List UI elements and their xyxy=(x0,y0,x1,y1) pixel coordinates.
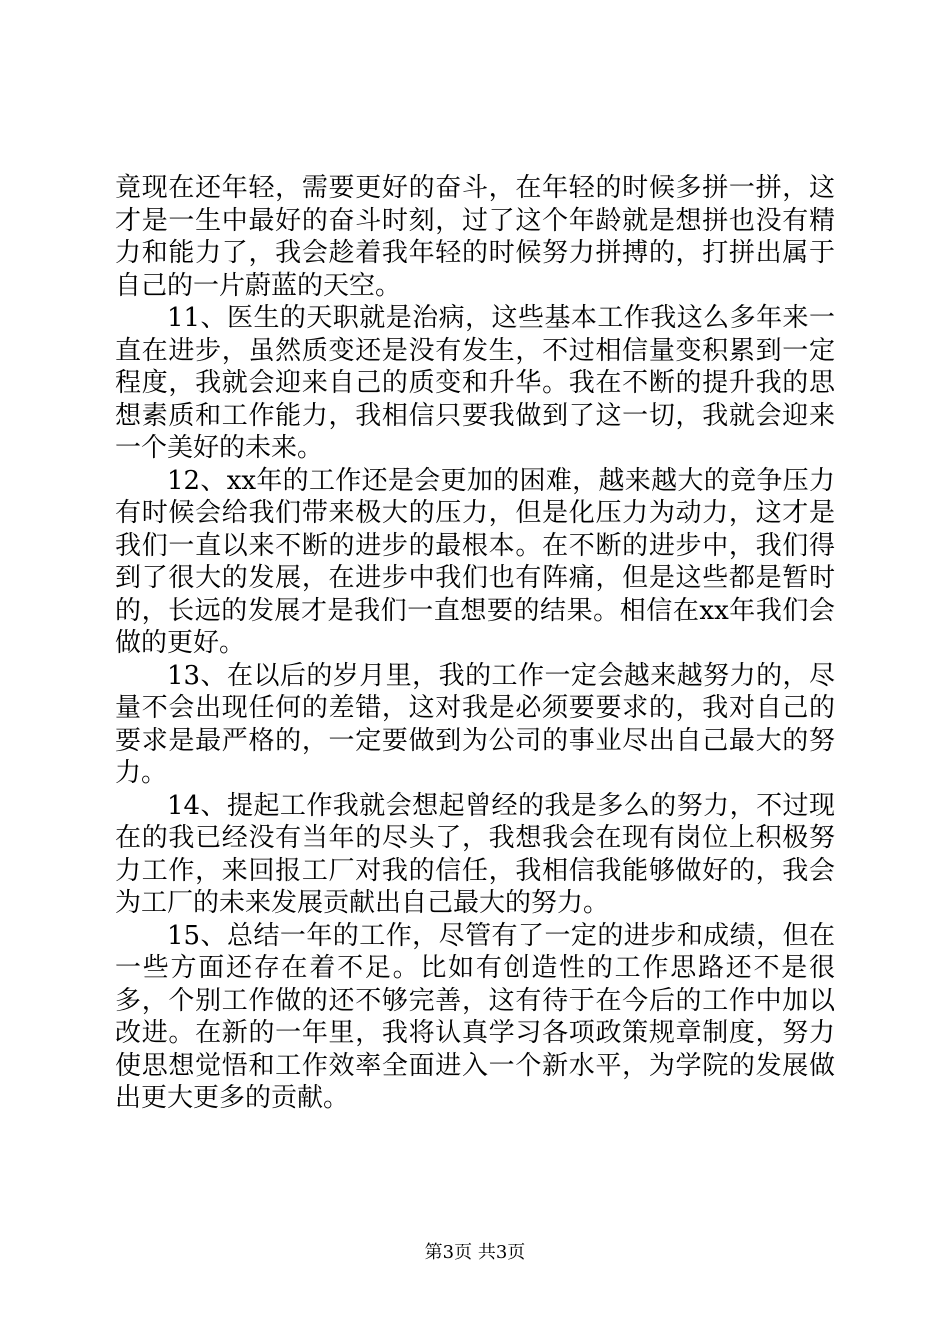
paragraph-continuation: 竟现在还年轻，需要更好的奋斗，在年轻的时候多拼一拼，这才是一生中最好的奋斗时刻，过了这个年龄就是想拼也没有精力和能力了，我会趁着我年轻的时候努力拼搏的，打拼出属于自己的一片蔚蓝的天空。 xyxy=(115,173,835,301)
document-body xyxy=(115,172,835,1115)
page-footer: 第3页 共3页 xyxy=(424,1242,526,1263)
paragraph-11: 11、医生的天职就是治病，这些基本工作我这么多年来一直在进步，虽然质变还是没有发生，不过相信量变积累到一定程度，我就会迎来自己的质变和升华。我在不断的提升我的思想素质和工作能力，我相信只要我做到了这一切，我就会迎来一个美好的未来。 xyxy=(115,303,835,463)
paragraph-15: 15、总结一年的工作，尽管有了一定的进步和成绩，但在一些方面还存在着不足。比如有创造性的工作思路还不是很多，个别工作做的还不够完善，这有待于在今后的工作中加以改进。在新的一年里，我将认真学习各项政策规章制度，努力使思想觉悟和工作效率全面进入一个新水平，为学院的发展做出更大更多的贡献。 xyxy=(115,920,835,1113)
paragraph-13: 13、在以后的岁月里，我的工作一定会越来越努力的，尽量不会出现任何的差错，这对我是必须要要求的，我对自己的要求是最严格的，一定要做到为公司的事业尽出自己最大的努力。 xyxy=(115,660,835,788)
paragraph-14: 14、提起工作我就会想起曾经的我是多么的努力，不过现在的我已经没有当年的尽头了，我想我会在现有岗位上积极努力工作，来回报工厂对我的信任，我相信我能够做好的，我会为工厂的未来发展贡献出自己最大的努力。 xyxy=(115,790,835,918)
paragraph-12: 12、xx年的工作还是会更加的困难，越来越大的竞争压力有时候会给我们带来极大的压力，但是化压力为动力，这才是我们一直以来不断的进步的最根本。在不断的进步中，我们得到了很大的发展，在进步中我们也有阵痛，但是这些都是暂时的，长远的发展才是我们一直想要的结果。相信在xx年我们会做的更好。 xyxy=(115,465,835,658)
